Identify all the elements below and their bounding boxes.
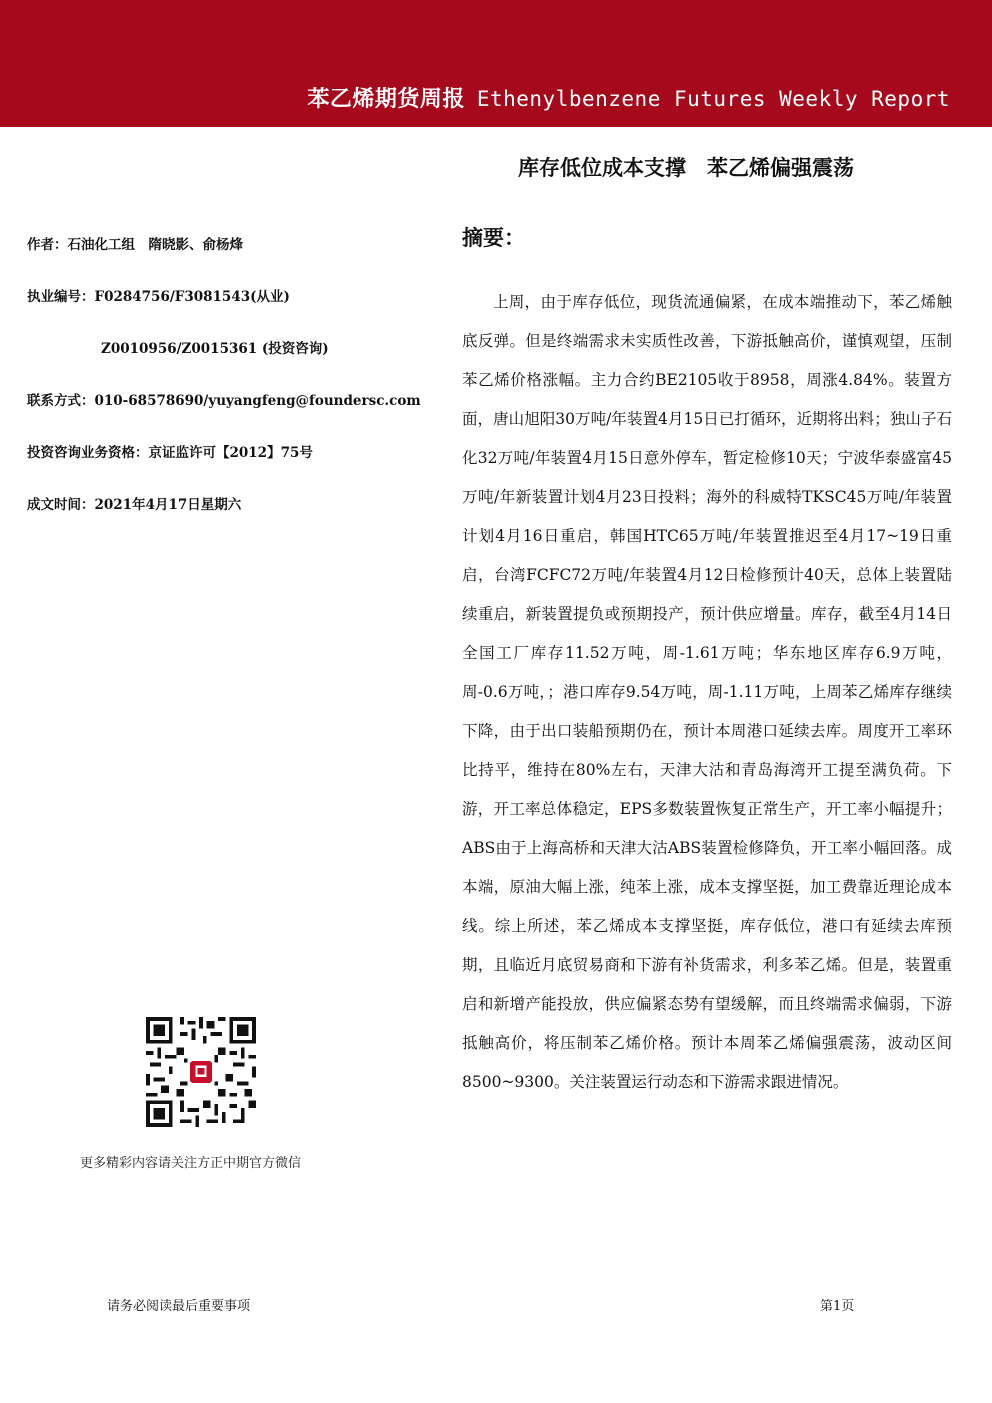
header-title-cn: 苯乙烯期货周报 [307,87,465,112]
contact-value[interactable]: 010-68578690/yuyangfeng@foundersc.com [94,393,421,409]
license-label: 执业编号： [27,289,95,305]
header-title-en: Ethenylbenzene Futures Weekly Report [476,87,950,111]
meta-author [27,233,243,253]
license-value-2: Z0010956/Z0015361 (投资咨询) [101,341,329,357]
license-value-1: F0284756/F3081543(从业) [94,289,290,305]
meta-date [27,493,241,513]
header-title [307,82,950,113]
qualification-label: 投资咨询业务资格： [27,445,149,461]
header-band [0,0,992,127]
footer-notice: 请务必阅读最后重要事项 [107,1299,251,1314]
date-value: 2021年4月17日星期六 [94,497,242,513]
qr-caption: 更多精彩内容请关注方正中期官方微信 [80,1156,302,1171]
meta-license [27,285,290,305]
meta-license-2 [101,337,329,357]
report-title: 库存低位成本支撑 苯乙烯偏强震荡 [518,156,854,180]
meta-contact [27,389,421,409]
qr-code-icon [146,1017,256,1127]
date-label: 成文时间： [27,497,95,513]
abstract-label: 摘要： [462,226,525,250]
contact-label: 联系方式： [27,393,95,409]
author-label: 作者： [27,237,68,253]
qualification-value: 京证监许可【2012】75号 [148,445,313,461]
footer-page-number: 第1页 [820,1299,855,1314]
meta-qualification [27,441,313,461]
abstract-body: 上周，由于库存低位，现货流通偏紧，在成本端推动下，苯乙烯触底反弹。但是终端需求未实质性改善，下游抵触高价，谨慎观望，压制苯乙烯价格涨幅。主力合约BE2105收于8958，周涨4.84%。装置方面，唐山旭阳30万吨/年装置4月15日已打循环，近期将出料；独山子石化32万吨/年装置4月15日意外停车，暂定检修10天；宁波华泰盛富45万吨/年新装置计划4月23日投料；海外的科威特TKSC45万吨/年装置计划4月16日重启，韩国HTC65万吨/年装置推迟至4月17~19日重启，台湾FCFC72万吨/年装置4月12日检修预计40天，总体上装置陆续重启，新装置提负或预期投产，预计供应增量。库存，截至4月14日全国工厂库存11.52万吨，周-1.61万吨；华东地区库存6.9万吨，周-0.6万吨，；港口库存9.54万吨，周-1.11万吨，上周苯乙烯库存继续下降，由于出口装船预期仍在，预计本周港口延续去库。周度开工率环比持平，维持在80%左右，天津大沽和青岛海湾开工提至满负荷。下游，开工率总体稳定，EPS多数装置恢复正常生产，开工率小幅提升；ABS由于上海高桥和天津大沽ABS装置检修降负，开工率小幅回落。成本端，原油大幅上涨，纯苯上涨，成本支撑坚挺，加工费靠近理论成本线。综上所述，苯乙烯成本支撑坚挺，库存低位，港口有延续去库预期，且临近月底贸易商和下游有补货需求，利多苯乙烯。但是，装置重启和新增产能投放，供应偏紧态势有望缓解，而且终端需求偏弱，下游抵触高价，将压制苯乙烯价格。预计本周苯乙烯偏强震荡，波动区间8500~9300。关注装置运行动态和下游需求跟进情况。 [462,293,952,1091]
author-value: 石油化工组 隋晓影、俞杨烽 [67,237,243,253]
